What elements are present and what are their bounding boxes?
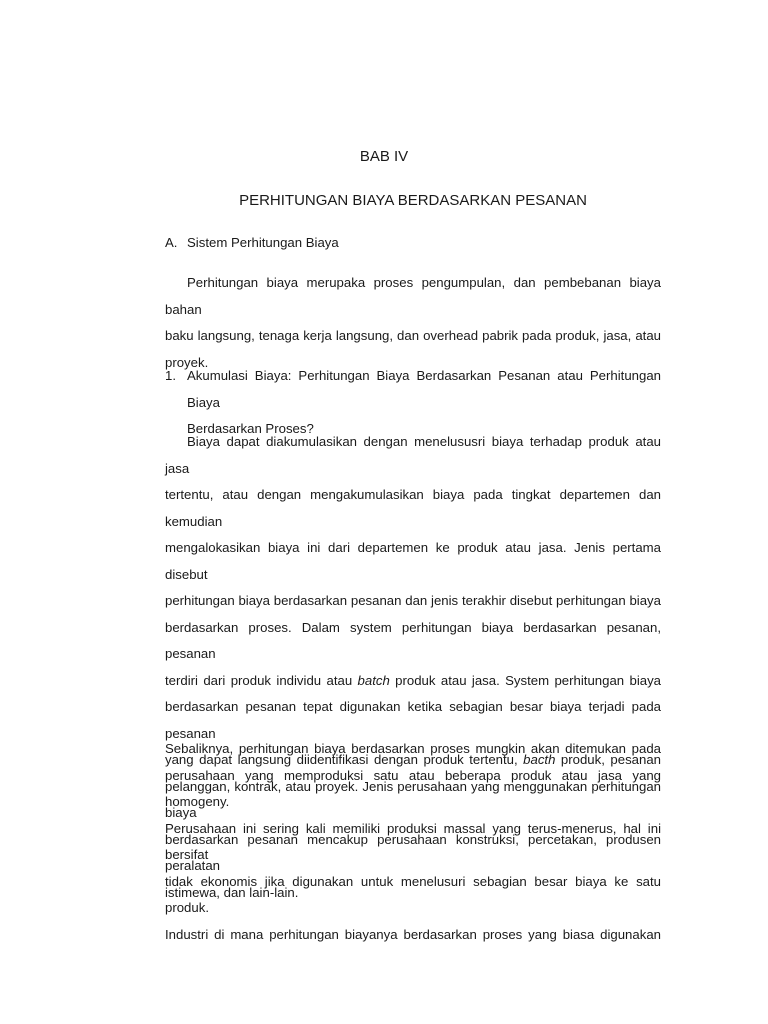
paragraph-line: perusahaan yang memproduksi satu atau beberapa produk atau jasa yang homogeny. — [165, 767, 661, 809]
paragraph-line: berdasarkan proses. Dalam system perhitungan biaya berdasarkan pesanan, pesanan — [165, 619, 661, 661]
italic-term: bacth — [523, 752, 556, 767]
paragraph-line: Perusahaan ini sering kali memiliki produksi massal yang terus-menerus, hal ini bersifat — [165, 820, 661, 862]
paragraph-line — [165, 668, 661, 695]
paragraph-line: pelanggan, kontrak, atau proyek. Jenis perusahaan yang menggunakan perhitungan biaya — [165, 778, 661, 820]
paragraph-line: perhitungan biaya berdasarkan pesanan dan jenis terakhir disebut perhitungan biaya — [165, 593, 661, 608]
paragraph-line: baku langsung, tenaga kerja langsung, dan overhead pabrik pada produk, jasa, atau — [165, 328, 661, 343]
paragraph-line: istimewa, dan lain-lain. — [165, 884, 299, 900]
text-run: yang dapat langsung diidentifikasi dengan produk tertentu, — [165, 752, 524, 767]
section-title: Sistem Perhitungan Biaya — [187, 235, 339, 250]
chapter-title: PERHITUNGAN BIAYA BERDASARKAN PESANAN — [239, 192, 587, 209]
paragraph-line: Industri di mana perhitungan biayanya berdasarkan proses yang biasa digunakan — [165, 926, 661, 942]
paragraph-line: mengalokasikan biaya ini dari departemen ke produk atau jasa. Jenis pertama disebut — [165, 540, 661, 582]
paragraph-line: berdasarkan pesanan tepat digunakan ketika sebagian besar biaya terjadi pada pesanan — [165, 699, 661, 741]
text-run: produk atau jasa. System perhitungan biaya — [389, 672, 662, 688]
text-run: terdiri dari produk individu atau — [165, 672, 358, 688]
section-label: A. — [165, 235, 178, 250]
paragraph-line: Biaya dapat diakumulasikan dengan menelususri biaya terhadap produk atau jasa — [165, 434, 661, 476]
item-line: Akumulasi Biaya: Perhitungan Biaya Berdasarkan Pesanan atau Perhitungan Biaya — [187, 368, 661, 410]
paragraph-line: tertentu, atau dengan mengakumulasikan biaya pada tingkat departemen dan kemudian — [165, 487, 661, 529]
paragraph-line: proyek. — [165, 354, 209, 370]
paragraph-line: Sebaliknya, perhitungan biaya berdasarkan proses mungkin akan ditemukan pada — [165, 741, 661, 756]
paragraph-line: berdasarkan pesanan mencakup perusahaan konstruksi, percetakan, produsen peralatan — [165, 831, 661, 873]
item-number: 1. — [165, 368, 176, 383]
paragraph-line: Perhitungan biaya merupaka proses pengumpulan, dan pembebanan biaya bahan — [165, 275, 661, 317]
item-line: Berdasarkan Proses? — [187, 421, 314, 436]
section-heading — [165, 233, 339, 253]
italic-term: batch — [357, 672, 390, 688]
paragraph-process — [165, 736, 661, 948]
text-run: produk, pesanan — [555, 752, 661, 767]
paragraph-line: tidak ekonomis jika digunakan untuk menelusuri sebagian besar biaya ke satu produk. — [165, 873, 661, 915]
paragraph-intro — [165, 270, 661, 376]
chapter-heading: BAB IV — [359, 148, 409, 165]
